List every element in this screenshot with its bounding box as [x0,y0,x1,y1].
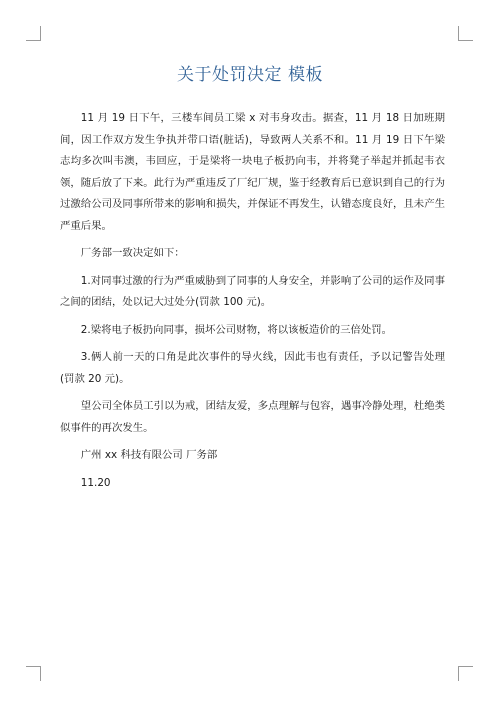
decision-item-3: 3.俩人前一天的口角是此次事件的导火线，因此韦也有责任，予以记警告处理(罚款 20 元)。 [60,351,445,385]
page-corner-mark-bottom-right [458,666,473,681]
document-body [60,108,445,500]
page-corner-mark-top-left [26,26,41,41]
document-title: 关于处罚决定 模板 [177,65,323,85]
signature-date: 11.20 [80,476,111,489]
decision-item-1: 1.对同事过激的行为严重威胁到了同事的人身安全，并影响了公司的运作及同事之间的团结，处以记大过处分(罚款 100 元)。 [60,274,445,308]
page-corner-mark-top-right [458,26,473,41]
decision-intro: 厂务部一致决定如下： [80,247,185,259]
decision-item-2: 2.梁将电子板扔向同事，损坏公司财物，将以该板造价的三倍处罚。 [80,323,393,336]
signature-company: 广州 xx 科技有限公司 厂务部 [80,449,218,461]
closing-paragraph: 望公司全体员工引以为戒，团结友爱，多点理解与包容，遇事冷静处理，杜绝类似事件的再次发生。 [60,400,445,434]
page-corner-mark-bottom-left [26,666,41,681]
incident-paragraph: 11 月 19 日下午，三楼车间员工梁 x 对韦身攻击。据查，11 月 18 日加班期间，因工作双方发生争执并带口语(脏话)，导致两人关系不和。11 月 19 日下午梁志均多次叫韦澳，韦回应，于是梁将一块电子板扔向韦，并将凳子举起并抓起韦衣领，随后放了下来。此行为严重违反了厂纪厂规，鉴于经教育后已意识到自己的行为过激给公司及同事所带来的影响和损失，并保证不再发生，认错态度良好，且未产生严重后果。 [60,112,445,232]
